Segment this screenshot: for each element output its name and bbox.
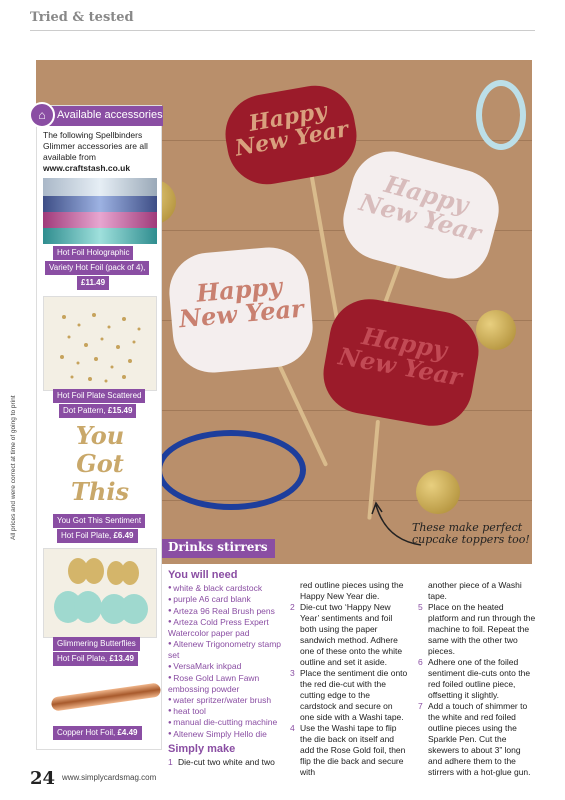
step-number: 6 xyxy=(418,657,423,667)
caption-line: These make perfect xyxy=(412,521,523,534)
section-header: Tried & tested xyxy=(30,10,134,25)
product-holographic-foil xyxy=(43,178,157,248)
column-2 xyxy=(290,580,408,778)
foil-roll xyxy=(43,212,157,228)
sentiment-word: This xyxy=(71,477,129,506)
article-banner: Drinks stirrers xyxy=(162,539,275,558)
list-item: ● water spritzer/water brush xyxy=(168,695,288,706)
intro-text: The following Spellbinders Glimmer accessories are all available from xyxy=(43,130,148,162)
step-text: Adhere one of the foiled sentiment die-cuts onto the red foiled outline piece, offsetting it slightly. xyxy=(428,657,531,700)
step-continuation: another piece of a Washi tape. xyxy=(428,580,522,601)
step-text: Place the sentiment die onto the red die-cut with the cutting edge to the cardstock and secure on one side with a Washi tape. xyxy=(300,668,408,722)
simply-make-section xyxy=(168,744,288,768)
list-item: ● purple A6 card blank xyxy=(168,594,288,605)
foil-roll xyxy=(43,196,157,212)
you-will-need-heading: You will need xyxy=(168,569,238,581)
product-name: Hot Foil Plate Scattered xyxy=(57,391,142,400)
product-dot-plate xyxy=(43,296,157,391)
materials-list xyxy=(168,583,288,740)
product-caption xyxy=(53,637,140,651)
step-6 xyxy=(418,657,536,701)
list-item: ● VersaMark inkpad xyxy=(168,661,288,672)
product-name: Hot Foil Holographic xyxy=(57,248,130,257)
product-name: Copper Hot Foil, xyxy=(57,728,116,737)
page-number: 24 xyxy=(30,768,56,789)
column-1 xyxy=(168,570,288,768)
list-item: ● heat tool xyxy=(168,706,288,717)
accessories-sidebar xyxy=(36,105,162,750)
product-butterflies xyxy=(43,548,157,638)
product-name: Hot Foil Plate, xyxy=(57,654,108,663)
list-item: ● Arteza 96 Real Brush pens xyxy=(168,606,288,617)
ribbon-white xyxy=(476,80,526,150)
header-divider xyxy=(30,30,535,31)
price: £6.49 xyxy=(113,531,134,540)
step-text: Place on the heated platform and run through the machine to foil. Repeat the same with the other two pieces. xyxy=(428,602,536,656)
product-caption xyxy=(53,246,133,260)
step-number: 7 xyxy=(418,701,423,711)
step-3 xyxy=(290,668,408,723)
product-caption xyxy=(45,261,149,275)
product-caption xyxy=(57,529,138,543)
website-link[interactable]: www.craftstash.co.uk xyxy=(43,163,131,173)
step-4 xyxy=(290,723,408,778)
sentiment-word: Got xyxy=(76,449,124,478)
product-price xyxy=(77,276,109,290)
product-copper-foil xyxy=(43,678,157,716)
list-item: ● Arteza Cold Press Expert Watercolor paper pad xyxy=(168,617,288,639)
step-text: Die-cut two ‘Happy New Year’ sentiments and foil both using the paper sandwich method. Adhere one of these onto the white outline and set it aside. xyxy=(300,602,403,667)
photo-caption xyxy=(412,522,530,546)
step-2 xyxy=(290,602,408,668)
product-caption xyxy=(59,404,136,418)
caption-line: cupcake toppers too! xyxy=(412,533,530,546)
simply-make-heading: Simply make xyxy=(168,742,236,755)
footer-url[interactable]: www.simplycardsmag.com xyxy=(62,773,157,782)
price: £11.49 xyxy=(81,278,106,287)
list-item: ● manual die-cutting machine xyxy=(168,717,288,728)
foil-roll xyxy=(43,228,157,244)
step-text: Add a touch of shimmer to the white and red foiled outline pieces using the Sparkle Pen. Cut the skewers to about 3” long and adhere them to the stirrers with a hot-glue gun. xyxy=(428,701,531,777)
accessories-intro xyxy=(43,130,161,174)
topper-white-right: Happy New Year xyxy=(334,142,507,287)
price: £13.49 xyxy=(109,654,134,663)
accessories-heading-text: Available accessories xyxy=(57,109,163,121)
foil-roll xyxy=(43,178,157,196)
accessories-heading xyxy=(37,106,163,126)
product-name: You Got This Sentiment xyxy=(57,516,142,525)
step-text: Use the Washi tape to flip the die back on itself and add the Rose Gold foil, then flip the die back and secure with xyxy=(300,723,406,777)
butterflies-art xyxy=(44,549,156,637)
coin xyxy=(476,310,516,350)
price: £15.49 xyxy=(107,406,133,415)
list-item: ● Rose Gold Lawn Fawn embossing powder xyxy=(168,673,288,695)
step-number: 3 xyxy=(290,668,295,678)
product-caption xyxy=(53,652,138,666)
step-text: Die-cut two white and two xyxy=(178,756,275,767)
product-caption xyxy=(53,514,145,528)
step-number: 4 xyxy=(290,723,295,733)
price: £4.49 xyxy=(117,728,138,737)
product-caption xyxy=(53,726,142,740)
step-5 xyxy=(418,602,536,657)
sentiment-word: You xyxy=(75,421,125,450)
step-number: 2 xyxy=(290,602,295,612)
step-1 xyxy=(168,757,288,768)
product-caption xyxy=(53,389,145,403)
step-number: 5 xyxy=(418,602,423,612)
step-continuation: red outline pieces using the Happy New Year die. xyxy=(300,580,404,601)
step-number: 1 xyxy=(168,756,173,767)
topper-red-top: Happy New Year xyxy=(219,79,363,190)
product-name: Dot Pattern, xyxy=(63,406,106,415)
list-item: ● white & black cardstock xyxy=(168,583,288,594)
topper-red-front: Happy New Year xyxy=(317,293,485,432)
column-3 xyxy=(418,580,536,778)
product-name: Hot Foil Plate, xyxy=(61,531,112,540)
product-you-got-this xyxy=(43,422,157,514)
copper-roll xyxy=(51,682,162,711)
topper-white-left: Happy New Year xyxy=(166,244,316,376)
product-name: Variety Hot Foil (pack of 4), xyxy=(49,263,146,272)
product-name: Glimmering Butterflies xyxy=(57,639,136,648)
step-7 xyxy=(418,701,536,778)
skewer xyxy=(306,155,339,323)
ribbon-blue xyxy=(156,430,306,510)
price-disclaimer: All prices and were correct at time of going to print xyxy=(10,395,17,540)
list-item: ● Altenew Trigonometry stamp set xyxy=(168,639,288,661)
basket-icon: ⌂ xyxy=(29,102,55,128)
list-item: ● Altenew Simply Hello die xyxy=(168,729,288,740)
dot-pattern xyxy=(44,297,156,389)
